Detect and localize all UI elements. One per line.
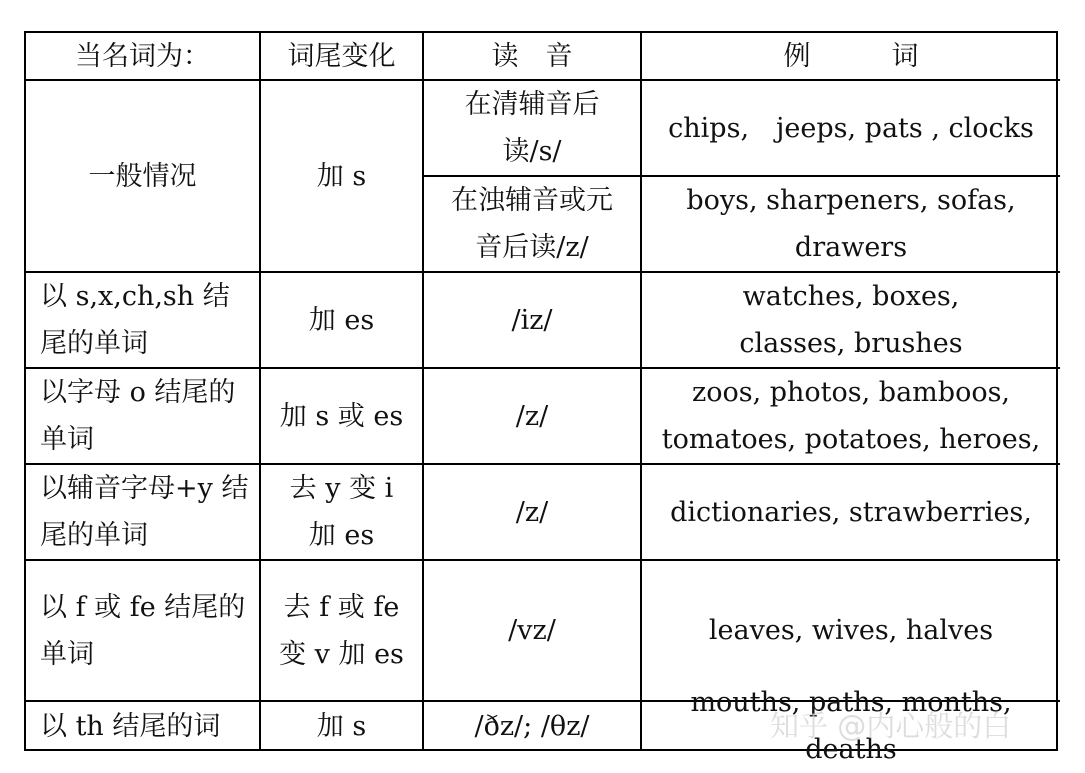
row-o-change: 加 s 或 es (261, 369, 424, 465)
row-y-examples: dictionaries, strawberries, (642, 465, 1060, 561)
header-change: 词尾变化 (261, 33, 424, 81)
row-sxchsh-examples: watches, boxes, classes, brushes (642, 273, 1060, 369)
row-general-sound-voiceless: 在清辅音后读/s/ (424, 81, 642, 177)
row-o-case: 以字母 o 结尾的单词 (26, 369, 261, 465)
header-examples: 例 词 (642, 33, 1060, 81)
row-th-change: 加 s (261, 702, 424, 750)
row-y-case: 以辅音字母+y 结尾的单词 (26, 465, 261, 561)
row-f-examples: leaves, wives, halves (642, 561, 1060, 702)
plural-rules-table (24, 31, 1058, 765)
row-sxchsh-change: 加 es (261, 273, 424, 369)
row-th-case: 以 th 结尾的词 (26, 702, 261, 750)
row-general-case: 一般情况 (26, 81, 261, 273)
row-y-sound: /z/ (424, 465, 642, 561)
row-sxchsh-case: 以 s,x,ch,sh 结尾的单词 (26, 273, 261, 369)
row-f-sound: /vz/ (424, 561, 642, 702)
row-sxchsh-sound: /iz/ (424, 273, 642, 369)
header-case: 当名词为： (26, 33, 261, 81)
header-sound: 读 音 (424, 33, 642, 81)
row-f-case: 以 f 或 fe 结尾的单词 (26, 561, 261, 702)
row-th-examples: mouths, paths, months, deaths (690, 687, 1012, 765)
row-o-examples: zoos, photos, bamboos, tomatoes, potatoes, heroes, (642, 369, 1060, 465)
watermark: 知乎 @内心般的白 (770, 709, 1012, 743)
row-y-change: 去 y 变 i 加 es (261, 465, 424, 561)
row-general-change: 加 s (261, 81, 424, 273)
row-th-sound: /ðz/; /θz/ (424, 702, 642, 750)
row-general-sound-voiced: 在浊辅音或元音后读/z/ (424, 177, 642, 273)
row-general-examples-voiced: boys, sharpeners, sofas, drawers (642, 177, 1060, 273)
row-o-sound: /z/ (424, 369, 642, 465)
row-general-examples-voiceless: chips, jeeps, pats , clocks (642, 81, 1060, 177)
row-f-change: 去 f 或 fe 变 v 加 es (261, 561, 424, 702)
